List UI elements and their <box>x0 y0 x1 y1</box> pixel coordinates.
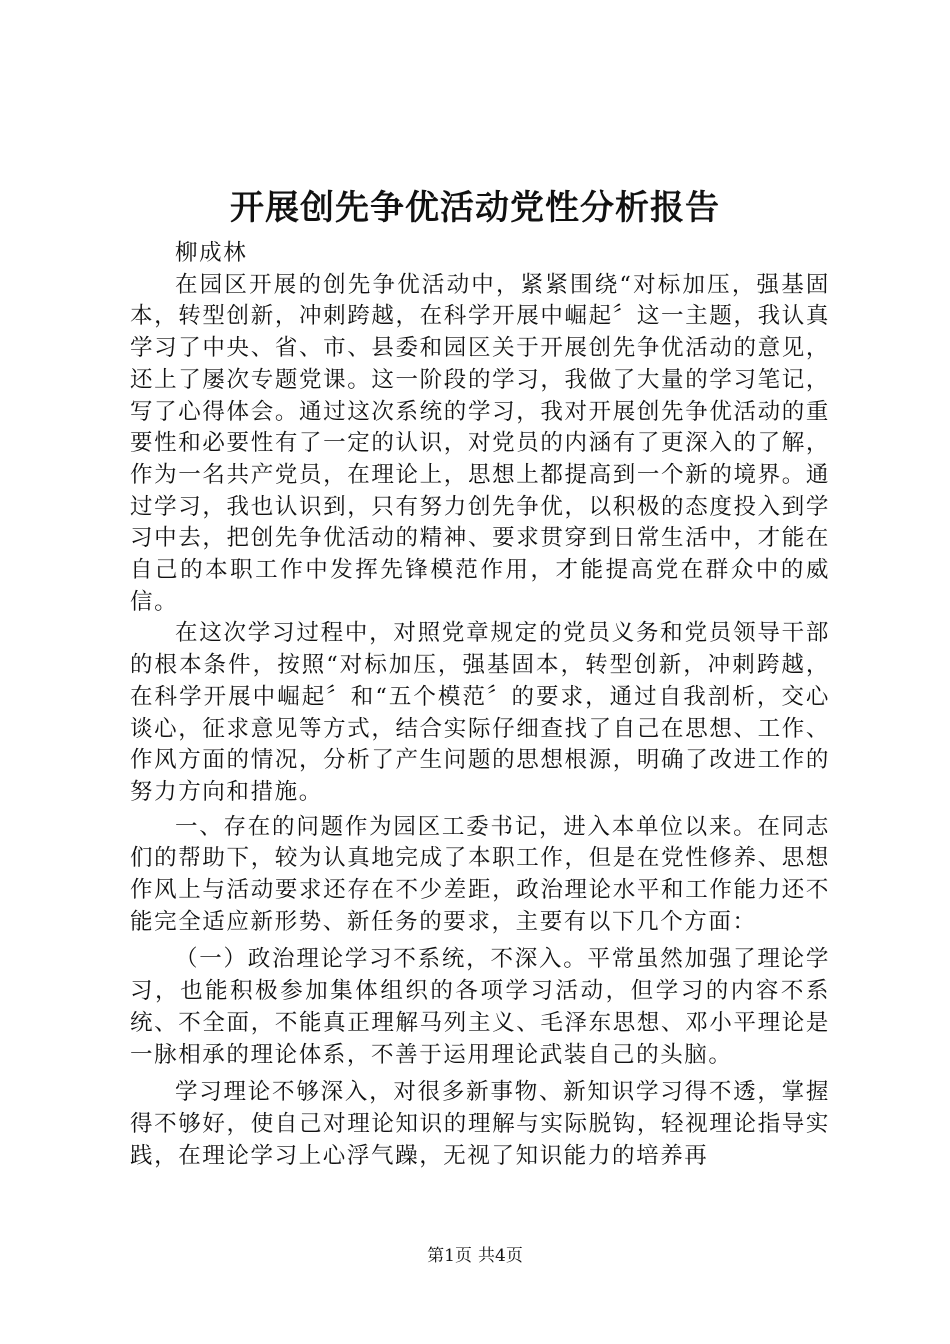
paragraph: 在园区开展的创先争优活动中，紧紧围绕“对标加压，强基固本，转型创新，冲刺跨越，在科学开展中崛起〞这一主题，我认真学习了中央、省、市、县委和园区关于开展创先争优活动的意见，还上了屡次专题党课。这一阶段的学习，我做了大量的学习笔记，写了心得体会。通过这次系统的学习，我对开展创先争优活动的重要性和必要性有了一定的认识，对党员的内涵有了更深入的了解，作为一名共产党员，在理论上，思想上都提高到一个新的境界。通过学习，我也认识到，只有努力创先争优，以积极的态度投入到学习中去，把创先争优活动的精神、要求贯穿到日常生活中，才能在自己的本职工作中发挥先锋模范作用，才能提高党在群众中的威信。 <box>130 271 830 615</box>
document-body <box>130 238 830 1172</box>
document-title: 开展创先争优活动党性分析报告 <box>230 188 720 228</box>
page-total: 共4页 <box>478 1246 523 1266</box>
paragraph: （一）政治理论学习不系统，不深入。平常虽然加强了理论学习，也能积极参加集体组织的各项学习活动，但学习的内容不系统、不全面，不能真正理解马列主义、毛泽东思想、邓小平理论是一脉相承的理论体系，不善于运用理论武装自己的头脑。 <box>130 946 830 1068</box>
page-footer <box>0 1244 950 1268</box>
paragraph: 一、存在的问题作为园区工委书记，进入本单位以来。在同志们的帮助下，较为认真地完成了本职工作，但是在党性修养、思想作风上与活动要求还存在不少差距，政治理论水平和工作能力还不能完全适应新形势、新任务的要求，主要有以下几个方面： <box>130 813 830 935</box>
author-line: 柳成林 <box>175 240 248 266</box>
paragraph: 在这次学习过程中，对照党章规定的党员义务和党员领导干部的根本条件，按照“对标加压，强基固本，转型创新，冲刺跨越，在科学开展中崛起〞和“五个模范〞的要求，通过自我剖析，交心谈心，征求意见等方式，结合实际仔细查找了自己在思想、工作、作风方面的情况，分析了产生问题的思想根源，明确了改进工作的努力方向和措施。 <box>130 620 830 805</box>
page-number: 第1页 <box>427 1246 472 1266</box>
paragraph: 学习理论不够深入，对很多新事物、新知识学习得不透，掌握得不够好，使自己对理论知识的理解与实际脱钩，轻视理论指导实践，在理论学习上心浮气躁，无视了知识能力的培养再 <box>130 1079 830 1169</box>
